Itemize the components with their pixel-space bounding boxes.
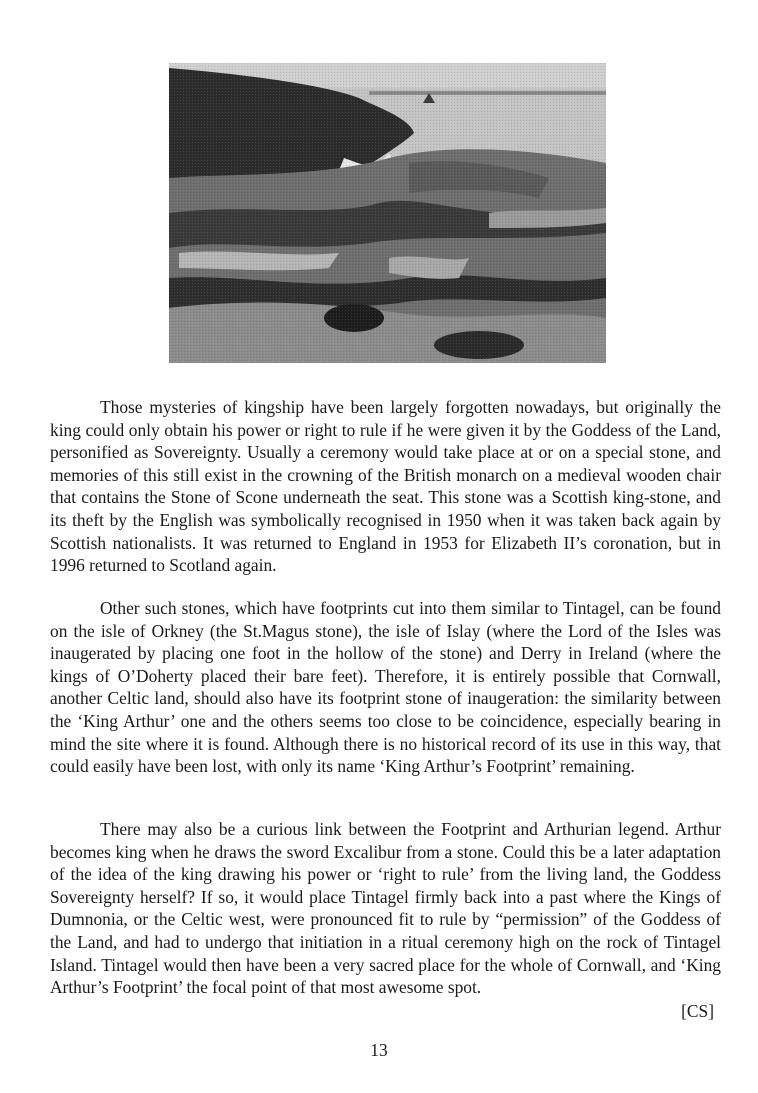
paragraph-2: [50, 597, 721, 778]
page-number: 13: [370, 1040, 388, 1060]
paragraph-text: Other such stones, which have footprints cut into them similar to Tintagel, can be found on the isle of Orkney (the St.Magus stone), the isle of Islay (where the Lord of the Isles was inaugerated by placing one foot in the hollow of the stone) and Derry in Ireland (where the kings of O’Doherty placed their bare feet). Therefore, it is entirely possible that Cornwall, another Celtic land, should also have its footprint stone of inaugeration: the similarity between the ‘King Arthur’ one and the others seems too close to be coincidence, especially bearing in mind the site where it is found. Although there is no historical record of its use in this way, that could easily have been lost, with only its name ‘King Arthur’s Footprint’ remaining.: [50, 598, 721, 777]
paragraph-1: [50, 396, 721, 577]
photo-image-icon: [169, 63, 606, 363]
paragraph-text: There may also be a curious link between the Footprint and Arthurian legend. Arthur becomes king when he draws the sword Excalibur from a stone. Could this be a later adaptation of the idea of the king drawing his power or ‘right to rule’ from the living land, the Goddess Sovereignty herself? If so, it would place Tintagel firmly back into a past where the Kings of Dumnonia, or the Celtic west, were pronounced fit to rule by “permission” of the Goddess of the Land, and had to undergo that initiation in a ritual ceremony high on the rock of Tintagel Island. Tintagel would then have been a very sacred place for the whole of Cornwall, and ‘King Arthur’s Footprint’ the focal point of that most awesome spot.: [50, 819, 721, 998]
coastal-rocks-photo: [169, 63, 606, 363]
author-signature: [CS]: [681, 1001, 714, 1021]
paragraph-text: Those mysteries of kingship have been largely forgotten nowadays, but originally the king could only obtain his power or right to rule if he were given it by the Goddess of the Land, personified as Sovereignty. Usually a ceremony would take place at or on a special stone, and memories of this still exist in the crowning of the British monarch on a medieval wooden chair that contains the Stone of Scone underneath the seat. This stone was a Scottish king-stone, and its theft by the English was symbolically recognised in 1950 when it was taken back again by Scottish nationalists. It was returned to England in 1953 for Elizabeth II’s coronation, but in 1996 returned to Scotland again.: [50, 397, 721, 576]
paragraph-3: [50, 818, 721, 999]
